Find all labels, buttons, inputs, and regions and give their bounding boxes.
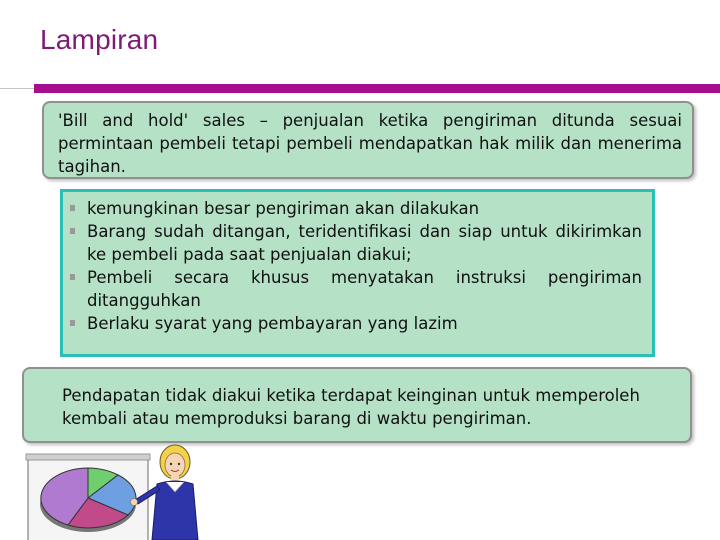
condition-text: Berlaku syarat yang pembayaran yang lazim — [87, 314, 458, 333]
bullet-icon — [70, 274, 75, 280]
condition-item — [67, 197, 642, 220]
condition-item — [67, 266, 642, 312]
note-text: Pendapatan tidak diakui ketika terdapat keinginan untuk memperoleh kembali atau memproduksi barang di waktu pengiriman. — [62, 386, 640, 428]
condition-item — [67, 312, 642, 335]
condition-text: kemungkinan besar pengiriman akan dilakukan — [87, 199, 480, 218]
definition-text: 'Bill and hold' sales – penjualan ketika pengiriman ditunda sesuai permintaan pembeli tetapi pembeli mendapatkan hak milik dan menerima tagihan. — [58, 111, 682, 176]
definition-box — [42, 101, 694, 179]
conditions-box — [60, 189, 655, 357]
condition-item — [67, 220, 642, 266]
condition-text: Pembeli secara khusus menyatakan instruksi pengiriman ditangguhkan — [87, 268, 642, 310]
condition-text: Barang sudah ditangan, teridentifikasi dan siap untuk dikirimkan ke pembeli pada saat penjualan diakui; — [87, 222, 642, 264]
bullet-icon — [70, 320, 75, 326]
title-accent-bar — [34, 84, 720, 93]
bullet-icon — [70, 228, 75, 234]
title-divider-line — [0, 88, 34, 89]
slide-title: Lampiran — [40, 24, 159, 55]
bullet-icon — [70, 205, 75, 211]
pie-chart-icon — [40, 468, 136, 532]
note-box — [22, 367, 692, 443]
conditions-list — [67, 197, 642, 335]
presenter-with-pie-chart-icon — [16, 440, 206, 540]
